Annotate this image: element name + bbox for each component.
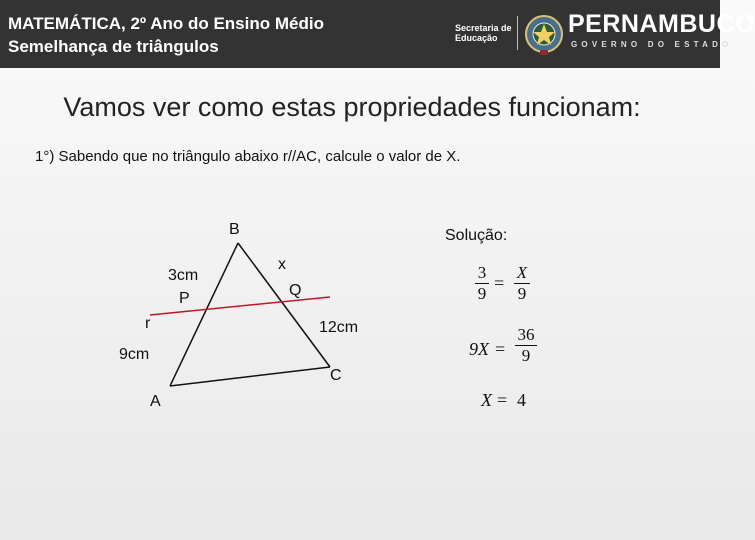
numerator: 3 — [477, 263, 487, 282]
fraction-x-over-9 — [514, 264, 530, 303]
segment-x-label: x — [278, 256, 286, 273]
point-q-label: Q — [289, 282, 302, 299]
equation-9x: 9X — [469, 339, 489, 359]
problem-statement: 1°) Sabendo que no triângulo abaixo r//AC, calcule o valor de X. — [35, 148, 461, 165]
line-r-label: r — [145, 315, 151, 332]
segment-9cm-label: 9cm — [119, 346, 150, 363]
vertex-a-label: A — [150, 393, 161, 410]
denominator: 9 — [521, 346, 531, 365]
brand-subtitle: GOVERNO DO ESTADO — [571, 40, 733, 49]
secretaria-label: Secretaria de — [455, 23, 512, 33]
side-ac — [170, 367, 330, 386]
fraction-3-over-9 — [475, 264, 489, 303]
educacao-label: Educação — [455, 33, 498, 43]
point-p-label: P — [179, 290, 190, 307]
numerator: X — [516, 263, 528, 282]
fraction-36-over-9 — [515, 326, 537, 365]
transversal-line-r — [150, 297, 330, 315]
denominator: 9 — [517, 284, 527, 303]
side-ab — [170, 243, 238, 386]
vertex-c-label: C — [330, 367, 342, 384]
segment-12cm-label: 12cm — [319, 319, 359, 336]
slide-headline: Vamos ver como estas propriedades funcionam: — [63, 92, 641, 122]
segment-3cm-label: 3cm — [168, 267, 199, 284]
result-x: X — [481, 390, 492, 410]
lesson-title: Semelhança de triângulos — [8, 37, 219, 56]
solution-title: Solução: — [445, 227, 508, 244]
equals-sign-3: = — [497, 390, 508, 410]
denominator: 9 — [477, 284, 487, 303]
result-value: 4 — [517, 390, 526, 410]
equals-sign-2: = — [495, 339, 506, 359]
equals-sign-1: = — [494, 273, 505, 293]
brand-name: PERNAMBUCO — [568, 10, 755, 38]
vertex-b-label: B — [229, 221, 240, 238]
course-title: MATEMÁTICA, 2º Ano do Ensino Médio — [8, 14, 324, 33]
numerator: 36 — [517, 325, 535, 344]
